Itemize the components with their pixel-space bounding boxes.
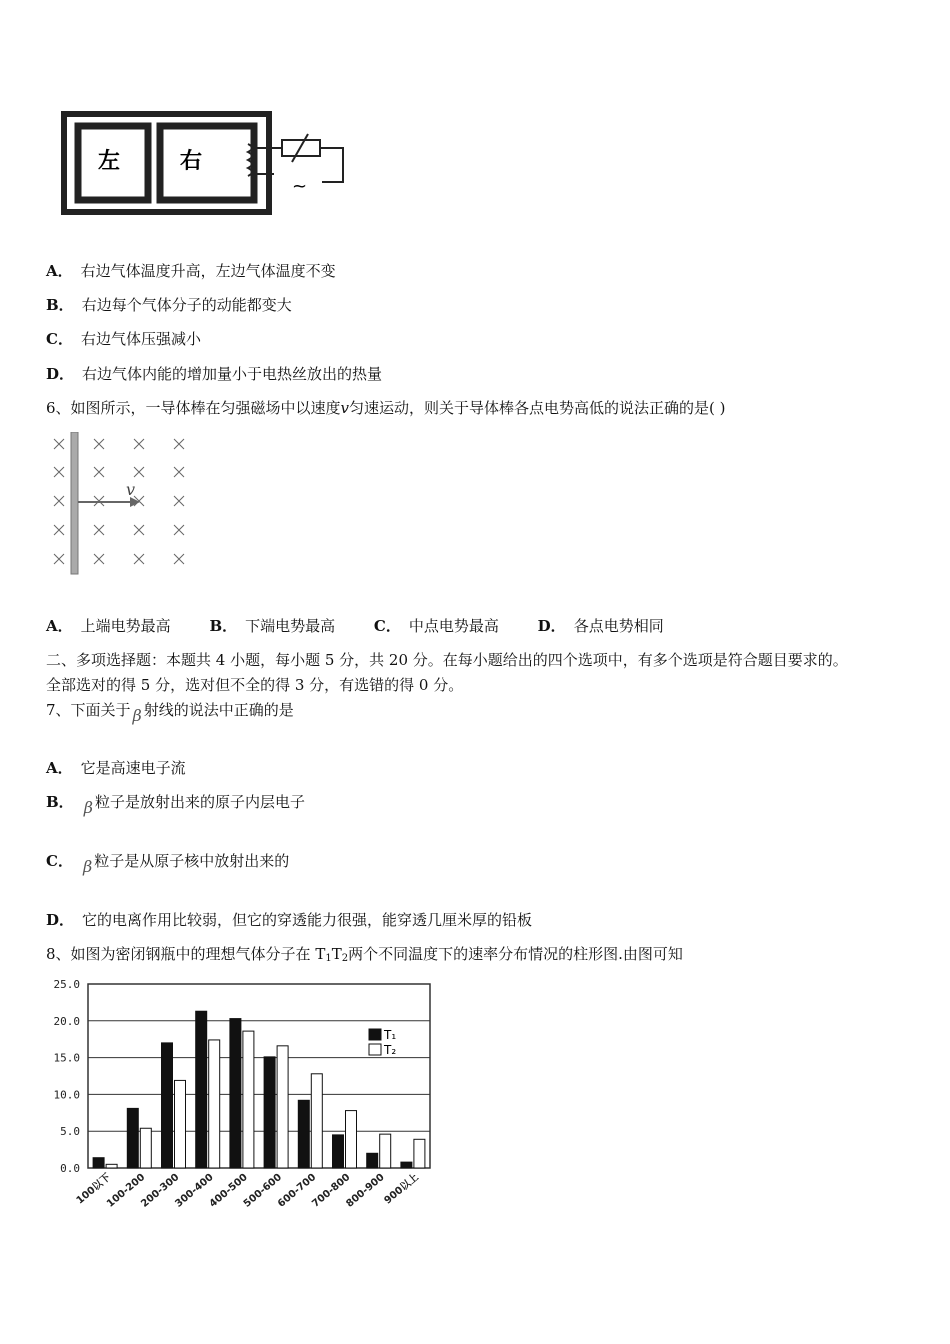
field-cross-icon bbox=[134, 467, 144, 477]
speed-distribution-chart bbox=[40, 974, 440, 1226]
section2-line2: 全部选对的得 5 分，选对但不全的得 3 分，有选错的得 0 分。 bbox=[46, 676, 464, 694]
x-tick-label: 200-300 bbox=[139, 1171, 182, 1210]
field-cross-icon bbox=[174, 525, 184, 535]
x-tick-label: 300-400 bbox=[173, 1171, 216, 1210]
q6-option-d: D． 各点电势相同 bbox=[537, 617, 664, 635]
bar-t2 bbox=[311, 1074, 322, 1168]
q5-option-c: C． 右边气体压强减小 bbox=[46, 330, 201, 348]
legend-swatch-t1 bbox=[369, 1029, 381, 1040]
field-cross-icon bbox=[54, 496, 64, 506]
field-cross-icon bbox=[94, 554, 104, 564]
field-cross-icon bbox=[54, 525, 64, 535]
bar-t2 bbox=[243, 1031, 254, 1168]
section2-line1: 二、多项选择题：本题共 4 小题，每小题 5 分，共 20 分。在每小题给出的四个选项中，有多个选项是符合题目要求的。 bbox=[46, 651, 848, 669]
field-cross-icon bbox=[94, 439, 104, 449]
x-tick-label: 800-900 bbox=[344, 1171, 387, 1210]
bar-t1 bbox=[401, 1162, 412, 1168]
bar-t2 bbox=[277, 1046, 288, 1168]
y-tick-label: 10.0 bbox=[53, 1088, 80, 1102]
bar-t2 bbox=[209, 1040, 220, 1168]
bar-t1 bbox=[230, 1019, 241, 1168]
q6-option-c: C． 中点电势最高 bbox=[373, 617, 499, 635]
y-tick-label: 25.0 bbox=[53, 978, 80, 991]
legend-label-t1: T₁ bbox=[384, 1028, 397, 1042]
y-tick-label: 15.0 bbox=[53, 1051, 80, 1065]
field-cross-icon bbox=[174, 467, 184, 477]
y-tick-label: 5.0 bbox=[60, 1125, 80, 1139]
q5-option-b: B． 右边每个气体分子的动能都变大 bbox=[46, 296, 292, 314]
x-tick-label: 600-700 bbox=[275, 1171, 319, 1210]
y-tick-label: 0.0 bbox=[60, 1162, 80, 1175]
field-cross-icon bbox=[94, 467, 104, 477]
q8-stem: 8、如图为密闭钢瓶中的理想气体分子在 $T_1T_2$两个不同温度下的速率分布情况的柱形图.由图可知 bbox=[46, 945, 683, 964]
bar-t2 bbox=[380, 1134, 391, 1168]
chamber-left-label: 左 bbox=[98, 148, 121, 174]
bar-t1 bbox=[162, 1043, 173, 1168]
y-tick-label: 20.0 bbox=[53, 1014, 80, 1028]
q6-option-a: A． 上端电势最高 bbox=[46, 617, 171, 635]
q7-option-d: D． 它的电离作用比较弱，但它的穿透能力很强，能穿透几厘米厚的铅板 bbox=[46, 911, 533, 929]
bar-t1 bbox=[127, 1108, 138, 1168]
field-cross-icon bbox=[94, 525, 104, 535]
figure-magnetic-field bbox=[46, 432, 196, 577]
field-cross-icon bbox=[134, 439, 144, 449]
field-cross-icon bbox=[174, 554, 184, 564]
field-cross-icon bbox=[174, 496, 184, 506]
q6-options bbox=[46, 616, 698, 636]
ac-source-symbol: ~ bbox=[292, 176, 308, 197]
x-tick-label: 500-600 bbox=[241, 1171, 285, 1210]
bar-t1 bbox=[93, 1158, 104, 1168]
beta-symbol: β bbox=[83, 798, 93, 817]
bar-t1 bbox=[367, 1153, 378, 1168]
x-tick-label: 100-200 bbox=[104, 1171, 148, 1210]
field-cross-icon bbox=[174, 439, 184, 449]
q7-option-a: A． 它是高速电子流 bbox=[46, 759, 186, 777]
field-cross-icon bbox=[134, 525, 144, 535]
field-cross-icon bbox=[54, 439, 64, 449]
q7-option-c: C． β 粒子是从原子核中放射出来的 bbox=[46, 852, 290, 876]
q6-stem: 6、如图所示，一导体棒在匀强磁场中以速度v匀速运动，则关于导体棒各点电势高低的说法正确的是( ) bbox=[46, 399, 726, 417]
chamber-right-label: 右 bbox=[180, 148, 203, 174]
legend-label-t2: T₂ bbox=[384, 1043, 397, 1057]
conductor-rod bbox=[71, 432, 78, 574]
field-cross-icon bbox=[54, 554, 64, 564]
bar-t1 bbox=[196, 1011, 207, 1168]
bar-t2 bbox=[106, 1164, 117, 1168]
x-tick-label: 400-500 bbox=[207, 1171, 250, 1210]
x-tick-label: 700-800 bbox=[310, 1171, 353, 1210]
beta-symbol: β bbox=[132, 706, 142, 725]
q5-option-d: D． 右边气体内能的增加量小于电热丝放出的热量 bbox=[46, 365, 383, 383]
bar-t1 bbox=[333, 1135, 344, 1168]
q7-option-b: B． β 粒子是放射出来的原子内层电子 bbox=[46, 793, 305, 817]
x-tick-label: 100以下 bbox=[74, 1171, 114, 1207]
q5-option-a: A． 右边气体温度升高，左边气体温度不变 bbox=[46, 262, 336, 280]
beta-symbol: β bbox=[82, 857, 93, 876]
bar-t2 bbox=[346, 1111, 357, 1168]
figure-gas-chambers bbox=[60, 110, 360, 220]
bar-t2 bbox=[414, 1139, 425, 1168]
field-cross-icon bbox=[134, 554, 144, 564]
bar-t2 bbox=[175, 1080, 186, 1168]
bar-t2 bbox=[140, 1128, 151, 1168]
velocity-label: v bbox=[126, 480, 136, 499]
q7-stem: 7、下面关于 β 射线的说法中正确的是 bbox=[46, 701, 294, 725]
q6-option-b: B． 下端电势最高 bbox=[209, 617, 336, 635]
field-cross-icon bbox=[54, 467, 64, 477]
legend-swatch-t2 bbox=[369, 1044, 381, 1055]
bar-t1 bbox=[264, 1057, 275, 1168]
x-tick-label: 900以上 bbox=[382, 1171, 421, 1207]
bar-t1 bbox=[298, 1100, 309, 1168]
